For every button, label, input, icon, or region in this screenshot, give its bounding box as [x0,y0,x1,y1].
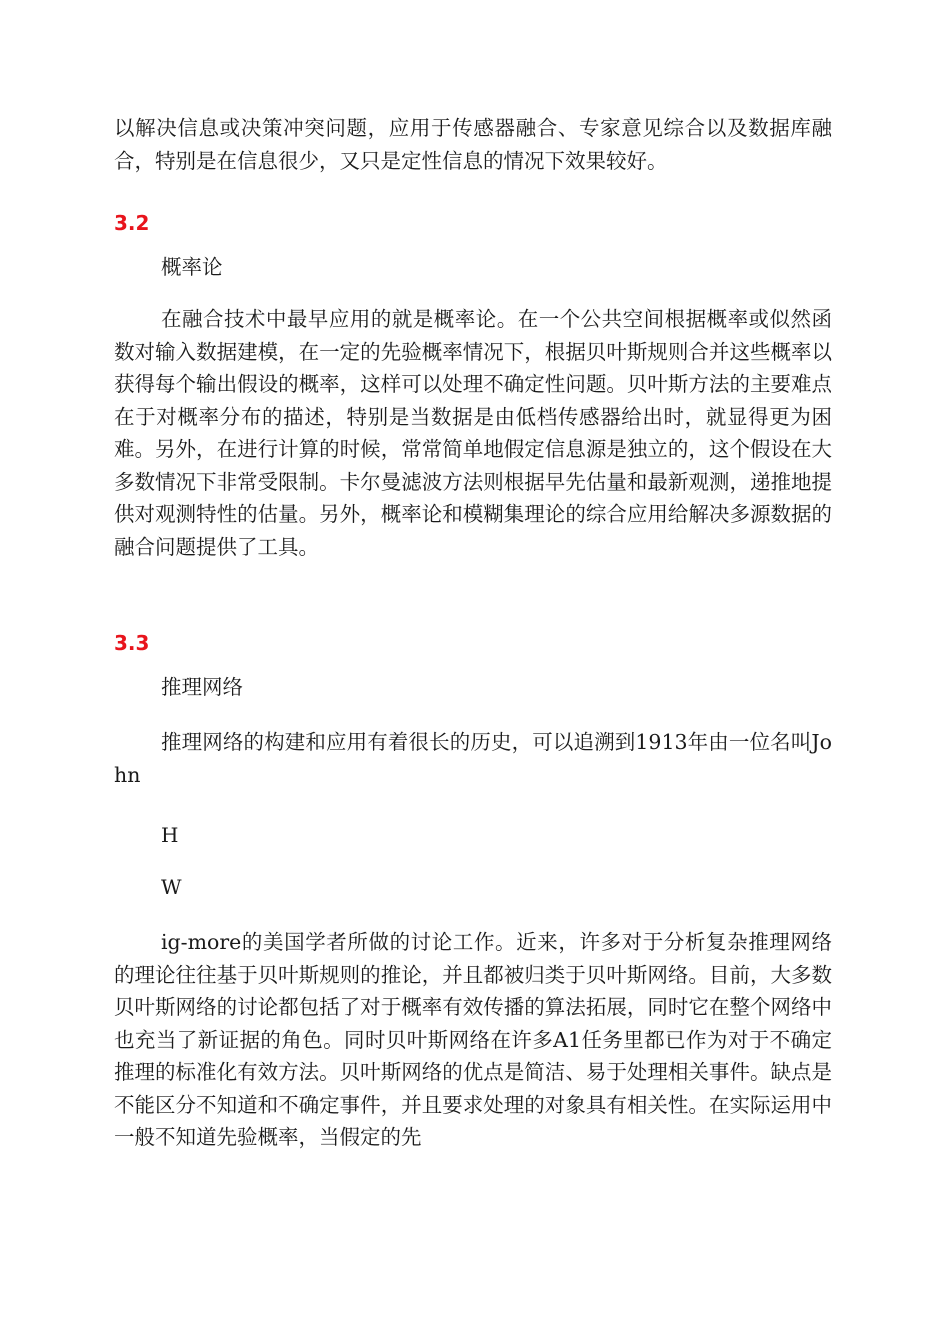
section-3-2-paragraph: 在融合技术中最早应用的就是概率论。在一个公共空间根据概率或似然函数对输入数据建模，在一定的先验概率情况下，根据贝叶斯规则合并这些概率以获得每个输出假设的概率，这样可以处理不确定性问题。贝叶斯方法的主要难点在于对概率分布的描述，特别是当数据是由低档传感器给出时，就显得更为困难。另外，在进行计算的时候，常常简单地假定信息源是独立的，这个假设在大多数情况下非常受限制。卡尔曼滤波方法则根据早先估量和最新观测，递推地提供对观测特性的估量。另外，概率论和模糊集理论的综合应用给解决多源数据的融合问题提供了工具。 [114,307,832,559]
section-3-3-number: 3.3 [114,631,150,655]
section-3-3-title: 推理网络 [161,675,243,699]
section-3-3-paragraph-1: 推理网络的构建和应用有着很长的历史，可以追溯到1913年由一位名叫John [114,730,832,787]
section-3-3-line-w: W [161,875,182,899]
section-3-2-number: 3.2 [114,211,150,235]
section-3-3-line-h: H [161,823,179,847]
section-3-2-title: 概率论 [161,255,223,279]
intro-paragraph: 以解决信息或决策冲突问题，应用于传感器融合、专家意见综合以及数据库融合，特别是在信息很少，又只是定性信息的情况下效果较好。 [114,116,832,173]
section-3-3-paragraph-2: ig-more的美国学者所做的讨论工作。近来，许多对于分析复杂推理网络的理论往往基于贝叶斯规则的推论，并且都被归类于贝叶斯网络。目前，大多数贝叶斯网络的讨论都包括了对于概率有效传播的算法拓展，同时它在整个网络中也充当了新证据的角色。同时贝叶斯网络在许多A1任务里都已作为对于不确定推理的标准化有效方法。贝叶斯网络的优点是简洁、易于处理相关事件。缺点是不能区分不知道和不确定事件，并且要求处理的对象具有相关性。在实际运用中一般不知道先验概率，当假定的先 [114,930,832,1149]
